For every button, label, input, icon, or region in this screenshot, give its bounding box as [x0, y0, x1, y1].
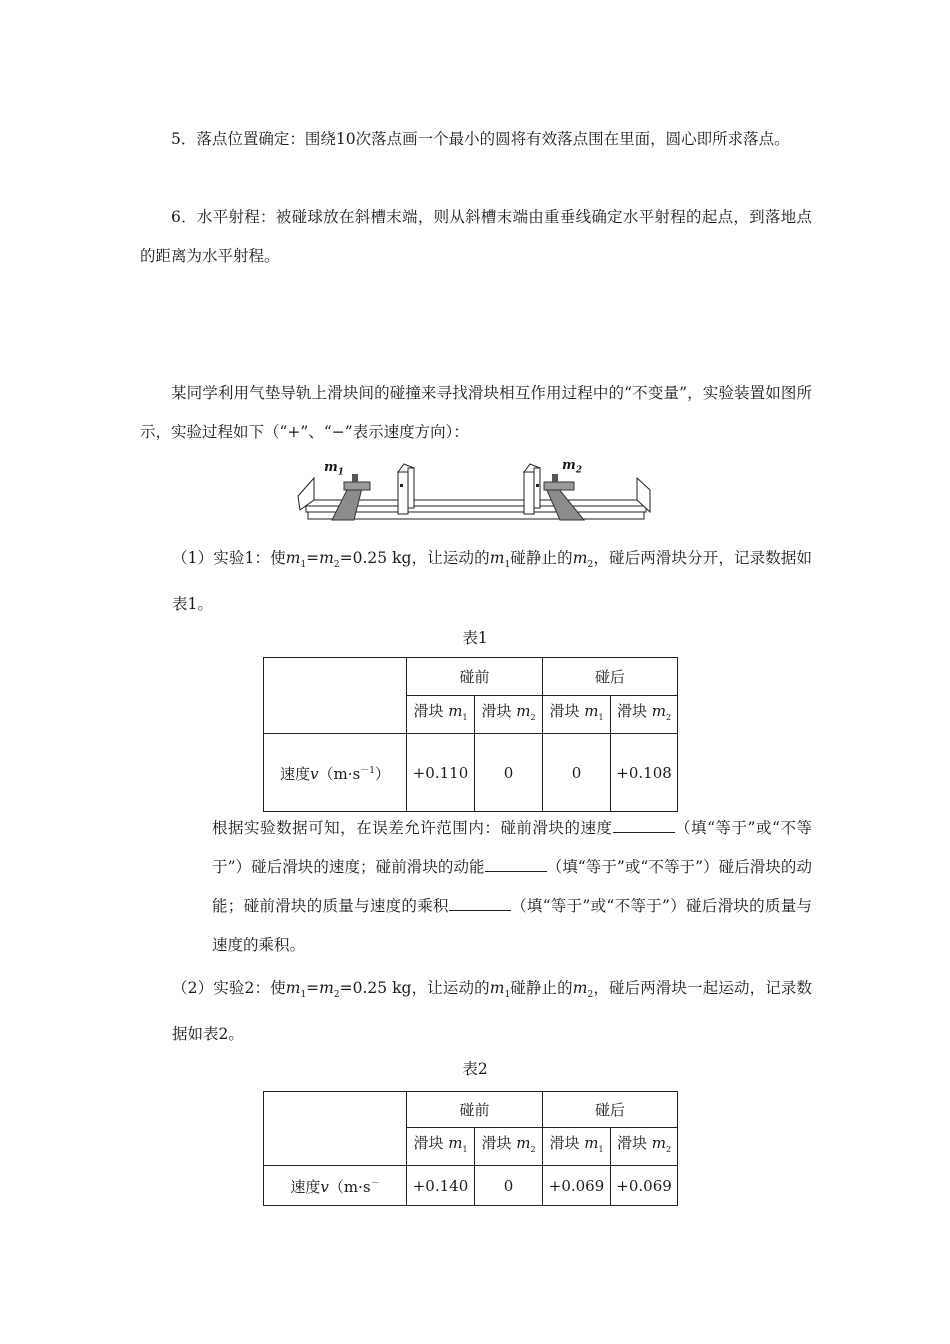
table1-col-m1-after: 滑块 $m_1$	[543, 696, 611, 734]
intro-item-5: 5．落点位置确定：围绕10次落点画一个最小的圆将有效落点围在里面，圆心即所求落点。	[171, 130, 790, 148]
table-2	[263, 1091, 678, 1206]
air-track-diagram	[294, 460, 656, 526]
answer1-text: 根据实验数据可知，在误差允许范围内：碰前滑块的速度 （填“等于”或“不等于”）碰后滑块的速度；碰前滑块的动能 （填“等于”或“不等于”）碰后滑块的动能；碰前滑块的质量与速度的乘积 （填“等于”或“不等于”）碰后滑块的质量与速度的乘积。	[212, 819, 812, 954]
part2-text: （2）实验2：使$m_1=m_2=0.25$ kg，让运动的$m_1$碰静止的$m_2$，碰后两滑块一起运动，记录数据如表2。	[172, 979, 812, 1044]
table1-caption: 表1	[462, 629, 488, 647]
answer-blank-1[interactable]	[613, 818, 675, 833]
table2-row-label: 速度v（m·s－	[264, 1166, 407, 1206]
table2-cell: 0	[475, 1166, 543, 1206]
answer-blank-2[interactable]	[485, 857, 547, 872]
m1-label: $m_1$	[324, 460, 345, 478]
table1-cell: +0.108	[611, 734, 678, 812]
part1-text: （1）实验1：使$m_1=m_2=0.25$ kg，让运动的$m_1$碰静止的$m_2$，碰后两滑块分开，记录数据如表1。	[172, 549, 812, 614]
answer-blank-3[interactable]	[449, 896, 511, 911]
table2-corner	[264, 1092, 407, 1166]
table2-caption: 表2	[462, 1060, 488, 1078]
air-track-figure	[294, 460, 656, 530]
problem-stem: 某同学利用气垫导轨上滑块间的碰撞来寻找滑块相互作用过程中的“不变量”，实验装置如图所示，实验过程如下（“+”、“−”表示速度方向）：	[140, 384, 812, 441]
table2-cell: +0.069	[611, 1166, 678, 1206]
table2-header-after: 碰后	[543, 1092, 678, 1128]
table1-cell: 0	[543, 734, 611, 812]
table1-col-m2-before: 滑块 $m_2$	[475, 696, 543, 734]
table-1	[263, 657, 678, 812]
intro-item-6: 6．水平射程：被碰球放在斜槽末端，则从斜槽末端由重垂线确定水平射程的起点，到落地点的距离为水平射程。	[140, 208, 812, 265]
table1-corner	[264, 658, 407, 734]
table1-col-m1-before: 滑块 $m_1$	[407, 696, 475, 734]
table1-row-label: 速度$v(m\cdot s^{-1})$	[264, 734, 407, 812]
table2-header-before: 碰前	[407, 1092, 543, 1128]
table2-cell: +0.069	[543, 1166, 611, 1206]
table2-col-m2-after: 滑块 $m_2$	[611, 1128, 678, 1166]
m2-label: $m_2$	[562, 458, 583, 476]
table1-cell: 0	[475, 734, 543, 812]
table1-col-m2-after: 滑块 $m_2$	[611, 696, 678, 734]
table1-header-before: 碰前	[407, 658, 543, 696]
table1-header-after: 碰后	[543, 658, 678, 696]
table2-col-m2-before: 滑块 $m_2$	[475, 1128, 543, 1166]
table1-cell: +0.110	[407, 734, 475, 812]
table2-col-m1-after: 滑块 $m_1$	[543, 1128, 611, 1166]
table2-cell: +0.140	[407, 1166, 475, 1206]
table2-col-m1-before: 滑块 $m_1$	[407, 1128, 475, 1166]
